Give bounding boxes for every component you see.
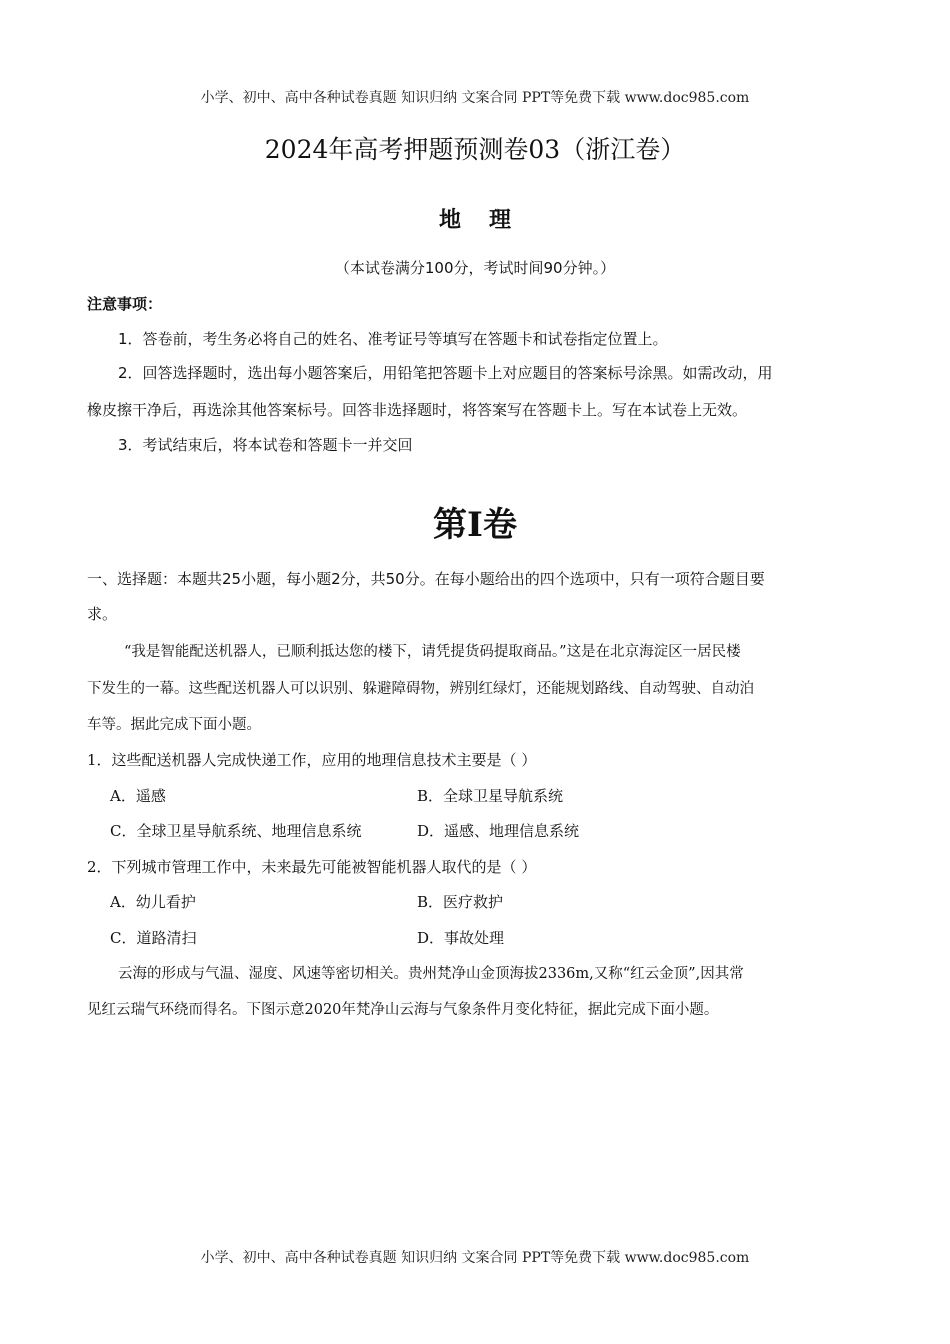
section-instruction: 一、选择题：本题共25小题，每小题2分，共50分。在每小题给出的四个选项中，只有一项符合题目要 <box>87 570 765 588</box>
notice-item: 3．考试结束后，将本试卷和答题卡一并交回 <box>118 436 413 454</box>
option-c[interactable]: C．道路清扫 <box>110 929 197 947</box>
option-c[interactable]: C．全球卫星导航系统、地理信息系统 <box>110 822 362 840</box>
page-footer: 小学、初中、高中各种试卷真题 知识归纳 文案合同 PPT等免费下载 www.doc985.com <box>200 1250 750 1266</box>
option-a[interactable]: A．幼儿看护 <box>110 893 196 911</box>
part-title: 第I卷 <box>433 505 517 545</box>
notice-item: 2．回答选择题时，选出每小题答案后，用铅笔把答题卡上对应题目的答案标号涂黑。如需改动，用 <box>118 364 773 382</box>
notice-item: 1．答卷前，考生务必将自己的姓名、准考证号等填写在答题卡和试卷指定位置上。 <box>118 330 668 348</box>
question-stem: 1．这些配送机器人完成快递工作，应用的地理信息技术主要是（ ） <box>87 751 537 769</box>
notice-title: 注意事项： <box>87 295 163 313</box>
notice-item: 橡皮擦干净后，再选涂其他答案标号。回答非选择题时，将答案写在答题卡上。写在本试卷上无效。 <box>87 401 748 419</box>
passage-line: 下发生的一幕。这些配送机器人可以识别、躲避障碍物，辨别红绿灯，还能规划路线、自动驾驶、自动泊 <box>87 681 754 697</box>
passage-line: 见红云瑞气环绕而得名。下图示意2020年梵净山云海与气象条件月变化特征，据此完成下面小题。 <box>87 1002 719 1018</box>
option-d[interactable]: D．事故处理 <box>417 929 505 947</box>
page-header: 小学、初中、高中各种试卷真题 知识归纳 文案合同 PPT等免费下载 www.doc985.com <box>200 90 750 106</box>
passage-line: 车等。据此完成下面小题。 <box>87 717 261 733</box>
option-a[interactable]: A．遥感 <box>110 787 166 805</box>
option-b[interactable]: B．全球卫星导航系统 <box>417 787 564 805</box>
option-b[interactable]: B．医疗救护 <box>417 893 504 911</box>
exam-subject: 地理 <box>438 207 539 233</box>
section-instruction: 求。 <box>87 605 118 623</box>
option-d[interactable]: D．遥感、地理信息系统 <box>417 822 580 840</box>
passage-line: “我是智能配送机器人，已顺利抵达您的楼下，请凭提货码提取商品。”这是在北京海淀区一居民楼 <box>124 644 741 660</box>
passage-line: 云海的形成与气温、湿度、风速等密切相关。贵州梵净山金顶海拔2336m,又称“红云金顶”,因其常 <box>118 966 744 982</box>
exam-title: 2024年高考押题预测卷03（浙江卷） <box>264 135 686 164</box>
score-note: （本试卷满分100分，考试时间90分钟。） <box>334 259 616 277</box>
question-stem: 2．下列城市管理工作中，未来最先可能被智能机器人取代的是（ ） <box>87 858 537 876</box>
